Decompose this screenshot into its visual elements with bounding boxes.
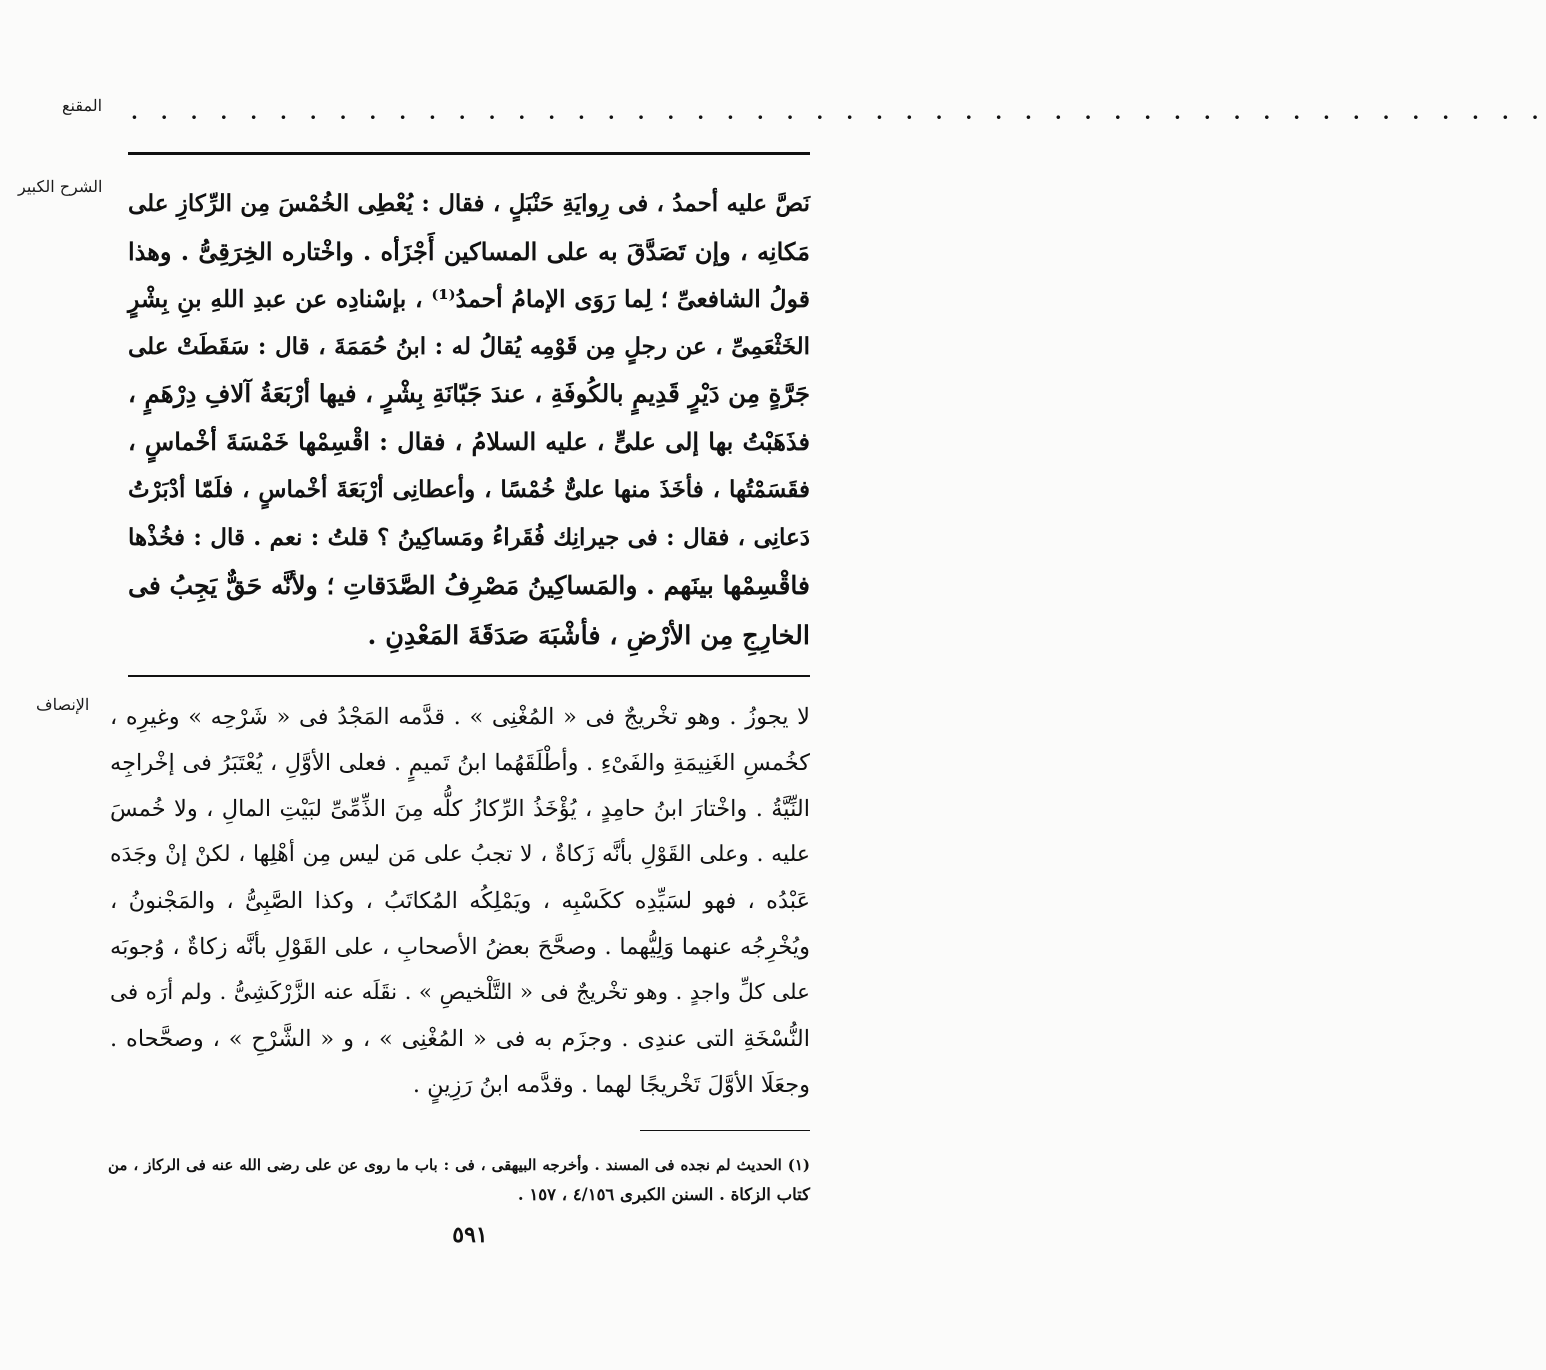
insaf-line: وجعَلَا الأوَّلَ تَخْريجًا لهما . وقدَّمه ابنُ رَزِينٍ . <box>412 1072 810 1098</box>
insaf-line: كخُمسِ الغَنِيمَةِ والفَىْءِ . وأطْلَقَهُما ابنُ تَميمٍ . فعلى الأوَّلِ ، يُعْتَبَرُ فى إخْراجِه <box>110 750 810 776</box>
sharh-line: فقَسَمْتُها ، فأخَذَ منها علىٌّ خُمْسًا ، وأعطانِى أرْبَعَةَ أخْماسٍ ، فلَمّا أدْبَرْتُ <box>128 476 810 503</box>
insaf-line: ويُخْرِجُه عنهما وَلِيُّهما . وصحَّحَ بعضُ الأصحابِ ، على القَوْلِ بأنَّه زكاةٌ ، وُجوبَه <box>110 934 810 960</box>
insaf-line: على كلِّ واجدٍ . وهو تخْريجٌ فى « التَّلْخيصِ » . نقَلَه عنه الزَّرْكَشِىُّ . ولم أرَه فى <box>110 980 810 1005</box>
page-number: ٥٩١ <box>452 1222 488 1248</box>
sharh-line: نَصَّ عليه أحمدُ ، فى رِوايَةِ حَنْبَلٍ ، فقال : يُعْطِى الخُمْسَ مِن الرِّكازِ على <box>128 190 810 217</box>
running-title: المقنع <box>62 96 103 115</box>
insaf-line: عَبْدُه ، فهو لسَيِّدِه ككَسْبِه ، ويَمْلِكُه المُكاتَبُ ، وكذا الصَّبِىُّ ، والمَجْنونُ ، <box>110 888 810 914</box>
footnote-rule <box>640 1130 810 1131</box>
header-rule <box>128 152 810 155</box>
sharh-line: الخَثْعَمِىِّ ، عن رجلٍ مِن قَوْمِه يُقالُ له : ابنُ حُمَمَةَ ، قال : سَقَطَتْ على <box>128 333 810 360</box>
insaf-line: النُّسْخَةِ التى عندِى . وجزَم به فى « المُغْنِى » ، و « الشَّرْحِ » ، وصحَّحاه . <box>110 1026 810 1052</box>
insaf-line: عليه . وعلى القَوْلِ بأنَّه زَكاةٌ ، لا تجبُ على مَن ليس مِن أهْلِها ، لكنْ إنْ وجَدَه <box>110 842 810 867</box>
sharh-line: جَرَّةٍ مِن دَيْرٍ قَدِيمٍ بالكُوفَةِ ، عندَ جَبّانَةِ بِشْرٍ ، فيها أرْبَعَةُ آلافِ دِرْهَمٍ ، <box>128 379 810 408</box>
sharh-line: فاقْسِمْها بينَهم . والمَساكِينُ مَصْرِفُ الصَّدَقاتِ ؛ ولأنَّه حَقٌّ يَجِبُ فى <box>128 571 810 600</box>
sharh-line: مَكانِه ، وإن تَصَدَّقَ به على المساكين أَجْزَأه . واخْتاره الخِرَقِىُّ . وهذا <box>128 237 810 266</box>
footnote-line: كتاب الزكاة . السنن الكبرى ٤/١٥٦ ، ١٥٧ . <box>517 1185 810 1204</box>
sharh-line: فذَهَبْتُ بها إلى علىٍّ ، عليه السلامُ ، فقال : اقْسِمْها خَمْسَةَ أخْماسٍ ، <box>128 427 810 456</box>
sharh-line: قولُ الشافعىِّ ؛ لِما رَوَى الإمامُ أحمدُ⁽¹⁾ ، بإسْنادِه عن عبدِ اللهِ بنِ بِشْرٍ <box>128 285 810 313</box>
footnote-line: (١) الحديث لم نجده فى المسند . وأخرجه البيهقى ، فى : باب ما روى عن على رضى الله عنه فى الركاز ، من <box>108 1156 810 1174</box>
insaf-line: النِّيَّةُ . واخْتارَ ابنُ حامِدٍ ، يُؤْخَذُ الرِّكازُ كلُّه مِنَ الذِّمِّىِّ لبَيْتِ المالِ ، ولا خُمسَ <box>110 796 810 822</box>
header-dotted-rule: · · · · · · · · · · · · · · · · · · · · · · · · · · · · · · · · · · · · · · · · · · · · · · · · <box>130 101 1546 134</box>
section-divider <box>128 675 810 677</box>
insaf-line: لا يجوزُ . وهو تخْريجٌ فى « المُغْنِى » . قدَّمه المَجْدُ فى « شَرْحِه » وغيرِه ، <box>110 704 810 730</box>
section-label-insaf: الإنصاف <box>36 695 90 714</box>
sharh-line: دَعانِى ، فقال : فى جيرانِك فُقَراءُ ومَساكِينُ ؟ قلتُ : نعم . قال : فخُذْها <box>128 524 810 551</box>
section-label-sharh: الشرح الكبير <box>18 177 103 196</box>
sharh-line: الخارِجِ مِن الأرْضِ ، فأشْبَهَ صَدَقَةَ المَعْدِنِ . <box>367 621 810 651</box>
